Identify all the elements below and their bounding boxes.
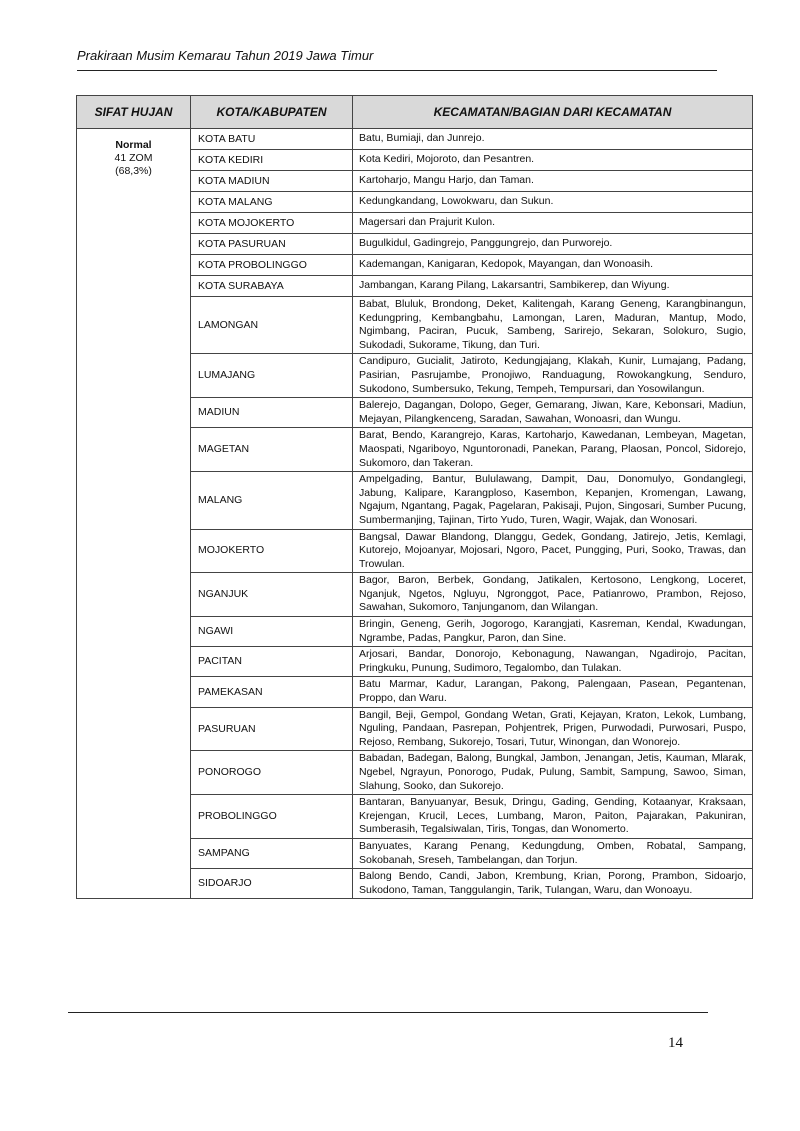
kota-kabupaten-cell: KOTA PROBOLINGGO (191, 255, 353, 276)
forecast-table (76, 95, 753, 899)
kecamatan-cell: Jambangan, Karang Pilang, Lakarsantri, Sambikerep, dan Wiyung. (353, 276, 753, 297)
kota-kabupaten-cell: PAMEKASAN (191, 677, 353, 707)
column-header-sifat-hujan: SIFAT HUJAN (77, 96, 191, 129)
page-number: 14 (668, 1035, 683, 1051)
kota-kabupaten-cell: LAMONGAN (191, 297, 353, 354)
kota-kabupaten-cell: NGANJUK (191, 573, 353, 617)
kota-kabupaten-cell: KOTA MADIUN (191, 171, 353, 192)
kecamatan-cell: Kota Kediri, Mojoroto, dan Pesantren. (353, 150, 753, 171)
sifat-zom: 41 ZOM (114, 152, 153, 164)
sifat-label: Normal (115, 139, 152, 151)
column-header-kecamatan: KECAMATAN/BAGIAN DARI KECAMATAN (353, 96, 753, 129)
kecamatan-cell: Kartoharjo, Mangu Harjo, dan Taman. (353, 171, 753, 192)
kota-kabupaten-cell: MOJOKERTO (191, 529, 353, 573)
kota-kabupaten-cell: MALANG (191, 472, 353, 529)
kecamatan-cell: Arjosari, Bandar, Donorojo, Kebonagung, Nawangan, Ngadirojo, Pacitan, Pringkuku, Punung, Sudimoro, Tegalombo, dan Tulakan. (353, 647, 753, 677)
kota-kabupaten-cell: KOTA MOJOKERTO (191, 213, 353, 234)
kecamatan-cell: Batu, Bumiaji, dan Junrejo. (353, 129, 753, 150)
kota-kabupaten-cell: LUMAJANG (191, 354, 353, 398)
kota-kabupaten-cell: MAGETAN (191, 428, 353, 472)
kecamatan-cell: Bringin, Geneng, Gerih, Jogorogo, Karangjati, Kasreman, Kendal, Kwadungan, Ngrambe, Padas, Pangkur, Paron, dan Sine. (353, 617, 753, 647)
kota-kabupaten-cell: KOTA SURABAYA (191, 276, 353, 297)
header-rule (77, 70, 717, 71)
kota-kabupaten-cell: SIDOARJO (191, 869, 353, 899)
kecamatan-cell: Candipuro, Gucialit, Jatiroto, Kedungjajang, Klakah, Kunir, Lumajang, Padang, Pasirian, Pasrujambe, Pronojiwo, Randuagung, Rowokangkung, Senduro, Sukodono, Sumbersuko, Tekung, Tempeh, Tempursari, dan Yosowilangun. (353, 354, 753, 398)
kota-kabupaten-cell: NGAWI (191, 617, 353, 647)
kecamatan-cell: Babadan, Badegan, Balong, Bungkal, Jambon, Jenangan, Jetis, Kauman, Mlarak, Ngebel, Ngrayun, Ponorogo, Pudak, Pulung, Sambit, Sampung, Sawoo, Siman, Slahung, Sooko, dan Sukorejo. (353, 751, 753, 795)
kota-kabupaten-cell: PACITAN (191, 647, 353, 677)
kecamatan-cell: Balong Bendo, Candi, Jabon, Krembung, Krian, Porong, Prambon, Sidoarjo, Sukodono, Taman, Tanggulangin, Tarik, Tulangan, Waru, dan Wonoayu. (353, 869, 753, 899)
sifat-hujan-cell (77, 129, 191, 899)
kota-kabupaten-cell: MADIUN (191, 398, 353, 428)
page-header-title: Prakiraan Musim Kemarau Tahun 2019 Jawa Timur (77, 48, 374, 63)
kecamatan-cell: Kademangan, Kanigaran, Kedopok, Mayangan, dan Wonoasih. (353, 255, 753, 276)
kota-kabupaten-cell: PONOROGO (191, 751, 353, 795)
kota-kabupaten-cell: PASURUAN (191, 707, 353, 751)
table-row (77, 129, 753, 150)
kecamatan-cell: Babat, Bluluk, Brondong, Deket, Kalitengah, Karang Geneng, Karangbinangun, Kedungpring, Kembangbahu, Lamongan, Laren, Maduran, Mantup, Modo, Ngimbang, Paciran, Pucuk, Sambeng, Sarirejo, Sekaran, Solokuro, Sugio, Sukodadi, Sukorame, Tikung, dan Turi. (353, 297, 753, 354)
kota-kabupaten-cell: KOTA KEDIRI (191, 150, 353, 171)
kecamatan-cell: Bugulkidul, Gadingrejo, Panggungrejo, dan Purworejo. (353, 234, 753, 255)
kecamatan-cell: Kedungkandang, Lowokwaru, dan Sukun. (353, 192, 753, 213)
kecamatan-cell: Ampelgading, Bantur, Bululawang, Dampit, Dau, Donomulyo, Gondanglegi, Jabung, Kalipare, Karangploso, Kasembon, Kepanjen, Kromengan, Lawang, Ngajum, Ngantang, Pagak, Pagelaran, Pakisaji, Pujon, Singosari, Sumber Pucung, Sumbermanjing, Tajinan, Tirto Yudo, Turen, Wagir, Wajak, dan Wonosari. (353, 472, 753, 529)
footer-rule (68, 1012, 708, 1013)
kecamatan-cell: Bagor, Baron, Berbek, Gondang, Jatikalen, Kertosono, Lengkong, Loceret, Nganjuk, Ngetos, Ngluyu, Ngronggot, Pace, Patianrowo, Prambon, Rejoso, Sawahan, Sukomoro, Tanjunganom, dan Wilangan. (353, 573, 753, 617)
kecamatan-cell: Batu Marmar, Kadur, Larangan, Pakong, Palengaan, Pasean, Pegantenan, Proppo, dan Waru. (353, 677, 753, 707)
kota-kabupaten-cell: SAMPANG (191, 838, 353, 868)
kota-kabupaten-cell: PROBOLINGGO (191, 795, 353, 839)
kota-kabupaten-cell: KOTA PASURUAN (191, 234, 353, 255)
sifat-percent: (68,3%) (115, 165, 152, 177)
kota-kabupaten-cell: KOTA MALANG (191, 192, 353, 213)
column-header-kota-kabupaten: KOTA/KABUPATEN (191, 96, 353, 129)
kecamatan-cell: Barat, Bendo, Karangrejo, Karas, Kartoharjo, Kawedanan, Lembeyan, Magetan, Maospati, Ngariboyo, Nguntoronadi, Panekan, Parang, Plaosan, Poncol, Sidorejo, Sukomoro, dan Takeran. (353, 428, 753, 472)
kecamatan-cell: Bangil, Beji, Gempol, Gondang Wetan, Grati, Kejayan, Kraton, Lekok, Lumbang, Nguling, Pandaan, Pasrepan, Pohjentrek, Prigen, Purwodadi, Purwosari, Puspo, Rejoso, Rembang, Sukorejo, Tosari, Tutur, Winongan, dan Wonorejo. (353, 707, 753, 751)
table-header-row (77, 96, 753, 129)
kecamatan-cell: Bantaran, Banyuanyar, Besuk, Dringu, Gading, Gending, Kotaanyar, Kraksaan, Krejengan, Krucil, Leces, Lumbang, Maron, Paiton, Pajarakan, Pakuniran, Sumberasih, Tegalsiwalan, Tiris, Tongas, dan Wonomerto. (353, 795, 753, 839)
kecamatan-cell: Balerejo, Dagangan, Dolopo, Geger, Gemarang, Jiwan, Kare, Kebonsari, Madiun, Mejayan, Pilangkenceng, Saradan, Sawahan, Wonoasri, dan Wungu. (353, 398, 753, 428)
kecamatan-cell: Bangsal, Dawar Blandong, Dlanggu, Gedek, Gondang, Jatirejo, Jetis, Kemlagi, Kutorejo, Mojoanyar, Mojosari, Ngoro, Pacet, Pungging, Puri, Sooko, Trawas, dan Trowulan. (353, 529, 753, 573)
kecamatan-cell: Magersari dan Prajurit Kulon. (353, 213, 753, 234)
kota-kabupaten-cell: KOTA BATU (191, 129, 353, 150)
kecamatan-cell: Banyuates, Karang Penang, Kedungdung, Omben, Robatal, Sampang, Sokobanah, Sreseh, Tambelangan, dan Torjun. (353, 838, 753, 868)
